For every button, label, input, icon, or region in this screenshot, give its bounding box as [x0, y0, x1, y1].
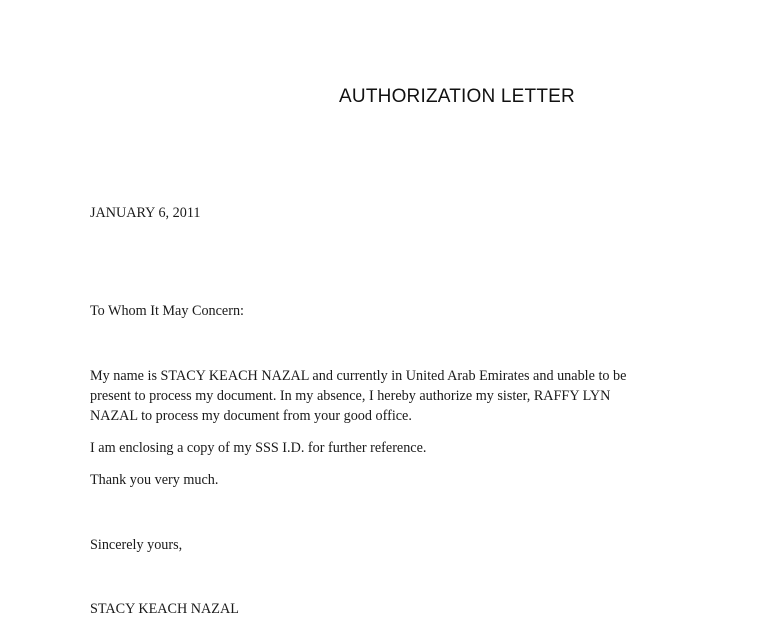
body-line: My name is STACY KEACH NAZAL and currently in United Arab Emirates and unable to be [90, 368, 627, 384]
closing: Sincerely yours, [90, 537, 183, 553]
body-line: present to process my document. In my absence, I hereby authorize my sister, RAFFY LYN [90, 388, 611, 404]
body-paragraph [90, 366, 680, 426]
body-line: NAZAL to process my document from your good office. [90, 408, 412, 424]
salutation: To Whom It May Concern: [90, 303, 244, 319]
thanks-line: Thank you very much. [90, 472, 219, 488]
letter-date: JANUARY 6, 2011 [90, 205, 201, 221]
enclosure-line: I am enclosing a copy of my SSS I.D. for further reference. [90, 440, 427, 456]
signature-name: STACY KEACH NAZAL [90, 601, 239, 617]
letter-title: AUTHORIZATION LETTER [339, 86, 575, 107]
